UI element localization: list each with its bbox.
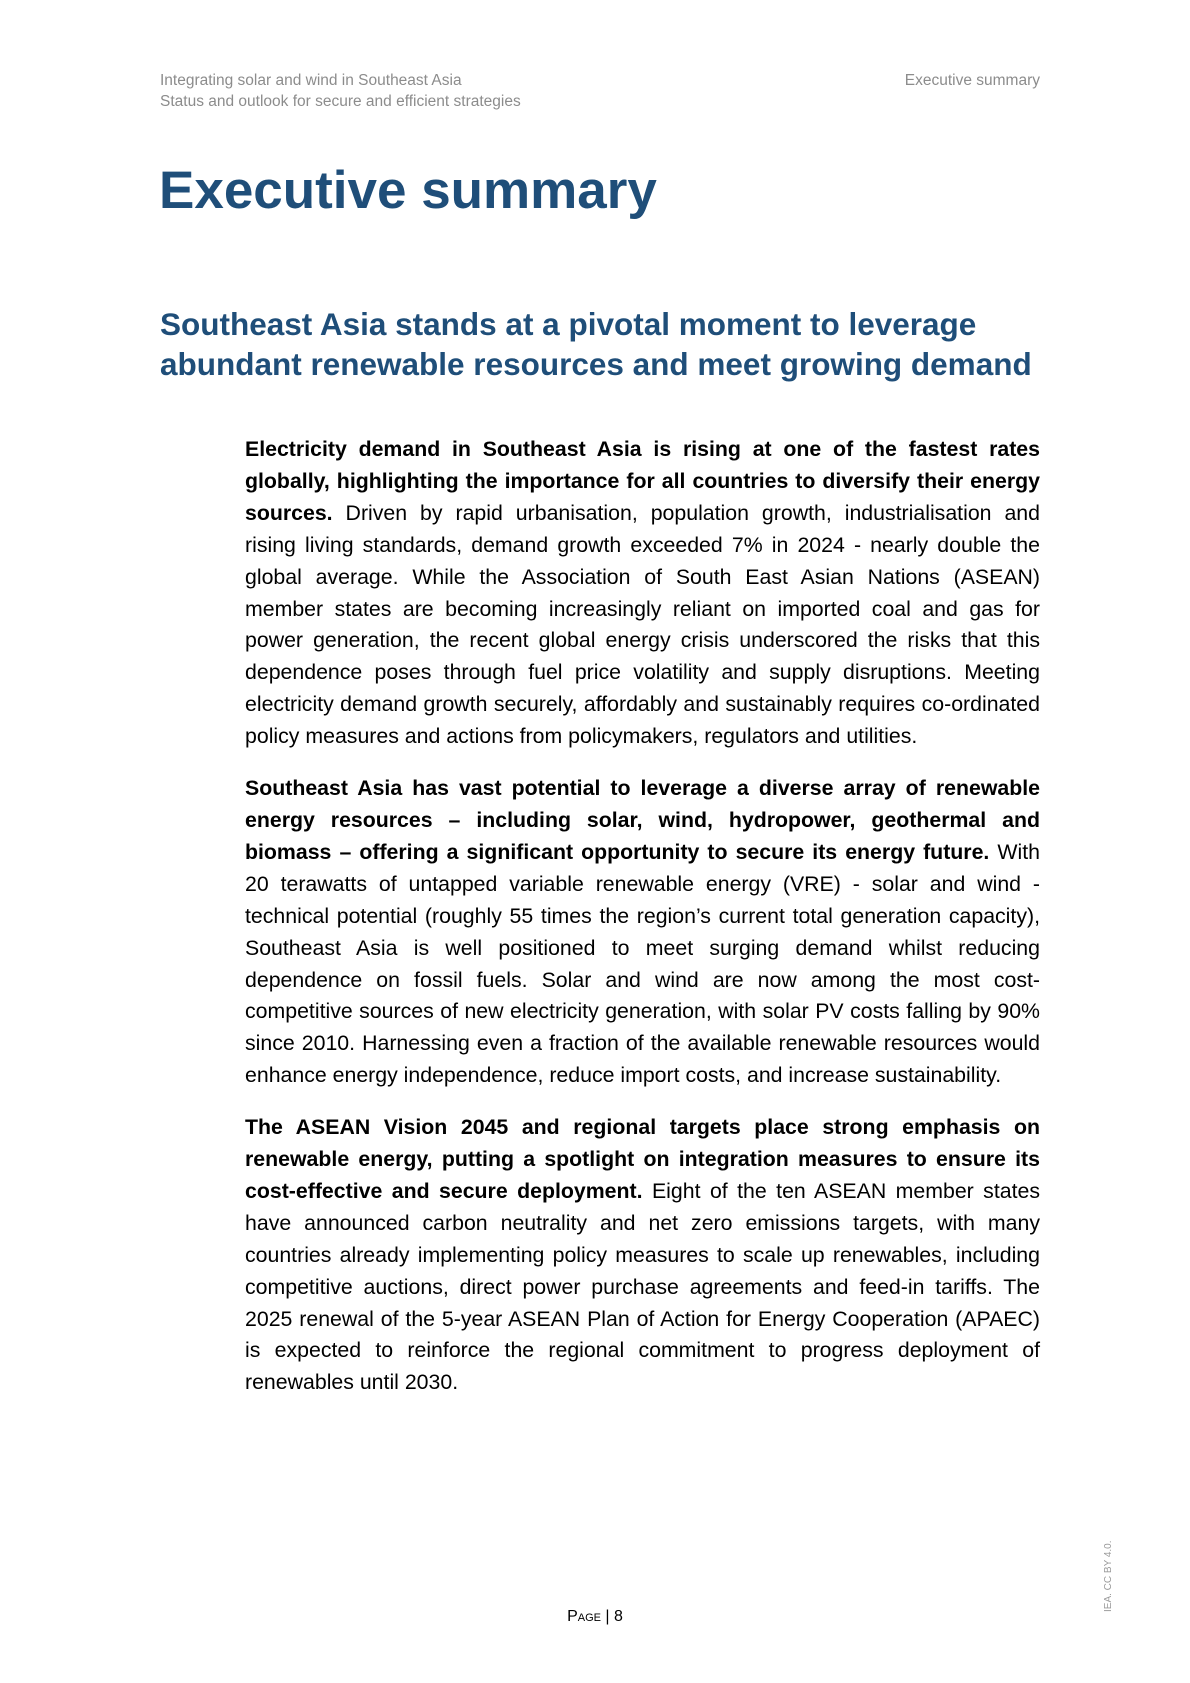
paragraph-lead: Southeast Asia has vast potential to leverage a diverse array of renewable energy resources – including solar, wind, hydropower, geothermal and biomass – offering a significant opportunity to secure its energy future.	[245, 776, 1040, 864]
paragraph-body: Driven by rapid urbanisation, population growth, industrialisation and rising living standards, demand growth exceeded 7% in 2024 - nearly double the global average. While the Association of South East Asian Nations (ASEAN) member states are becoming increasingly reliant on imported coal and gas for power generation, the recent global energy crisis underscored the risks that this dependence poses through fuel price volatility and supply disruptions. Meeting electricity demand growth securely, affordably and sustainably requires co-ordinated policy measures and actions from policymakers, regulators and utilities.	[245, 500, 1040, 749]
paragraph-3	[245, 1112, 1040, 1399]
page-number: 8	[614, 1608, 623, 1625]
report-title: Integrating solar and wind in Southeast Asia	[160, 72, 462, 89]
paragraph-body: With 20 terawatts of untapped variable renewable energy (VRE) - solar and wind - technical potential (roughly 55 times the region’s current total generation capacity), Southeast Asia is well positioned to meet surging demand whilst reducing dependence on fossil fuels. Solar and wind are now among the most cost-competitive sources of new electricity generation, with solar PV costs falling by 90% since 2010. Harnessing even a fraction of the available renewable resources would enhance energy independence, reduce import costs, and increase sustainability.	[245, 839, 1041, 1088]
page-title: Executive summary	[159, 161, 657, 220]
license-notice: IEA. CC BY 4.0.	[1103, 1540, 1114, 1612]
running-header-left	[160, 70, 521, 112]
paragraph-2	[245, 773, 1040, 1092]
page-footer	[0, 1607, 1190, 1627]
paragraph-body: Eight of the ten ASEAN member states have announced carbon neutrality and net zero emissions targets, with many countries already implementing policy measures to scale up renewables, including competitive auctions, direct power purchase agreements and feed-in tariffs. The 2025 renewal of the 5-year ASEAN Plan of Action for Energy Cooperation (APAEC) is expected to reinforce the regional commitment to progress deployment of renewables until 2030.	[245, 1178, 1040, 1395]
report-subtitle: Status and outlook for secure and efficient strategies	[160, 93, 521, 110]
paragraph-lead: Electricity demand in Southeast Asia is rising at one of the fastest rates globally, highlighting the importance for all countries to diversify their energy sources.	[245, 437, 1040, 525]
paragraph-1	[245, 434, 1040, 753]
running-header	[160, 70, 1040, 112]
section-heading: Southeast Asia stands at a pivotal moment to leverage abundant renewable resources and meet growing demand	[160, 306, 1032, 382]
chapter-label: Executive summary	[904, 72, 1040, 89]
paragraph-lead: The ASEAN Vision 2045 and regional targets place strong emphasis on renewable energy, putting a spotlight on integration measures to ensure its cost-effective and secure deployment.	[245, 1115, 1040, 1203]
page-separator: |	[605, 1608, 610, 1625]
body-text	[245, 434, 1040, 1419]
page-word: Page	[567, 1608, 601, 1625]
